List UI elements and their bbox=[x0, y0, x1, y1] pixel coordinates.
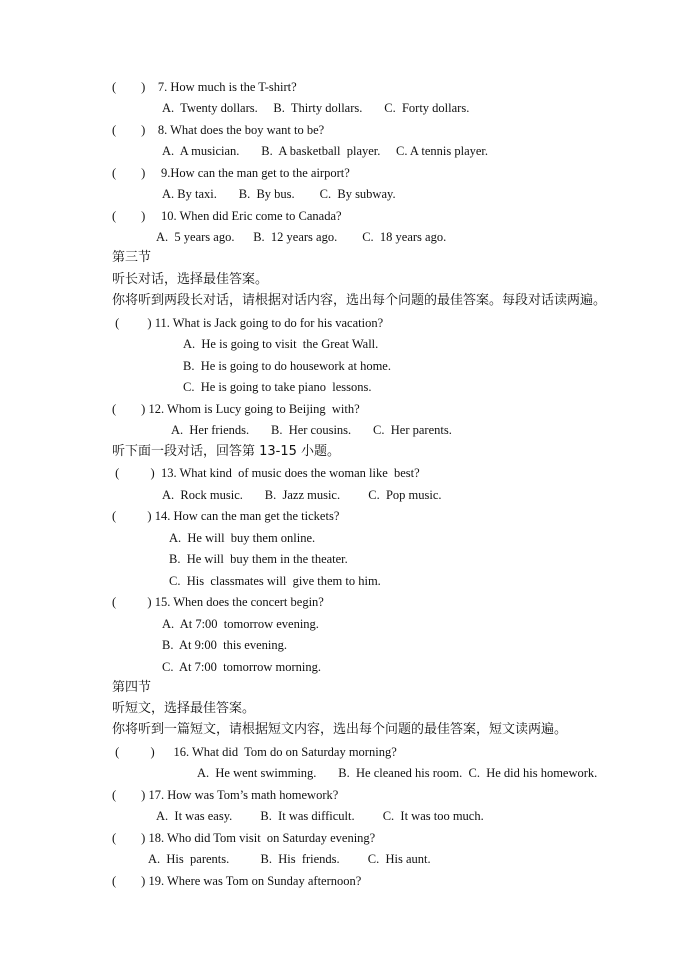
option-14-a: A. He will buy them online. bbox=[169, 531, 316, 545]
question-14: ( ) 14. How can the man get the tickets? bbox=[112, 509, 340, 523]
option-11-a: A. He is going to visit the Great Wall. bbox=[183, 337, 379, 351]
section-4-heading: 第四节 bbox=[112, 680, 152, 695]
section-4-instruction: 你将听到一篇短文，请根据短文内容，选出每个问题的最佳答案，短文读两遍。 bbox=[112, 722, 568, 737]
options-9: A. By taxi. B. By bus. C. By subway. bbox=[162, 187, 396, 201]
dialogue-instruction: 听下面一段对话，回答第 13-15 小题。 bbox=[112, 444, 341, 459]
option-15-c: C. At 7:00 tomorrow morning. bbox=[162, 660, 322, 674]
option-11-c: C. He is going to take piano lessons. bbox=[183, 380, 372, 394]
options-18: A. His parents. B. His friends. C. His aunt. bbox=[148, 852, 431, 866]
option-14-b: B. He will buy them in the theater. bbox=[169, 552, 348, 566]
options-16: A. He went swimming. B. He cleaned his room. C. He did his homework. bbox=[197, 766, 598, 780]
option-14-c: C. His classmates will give them to him. bbox=[169, 574, 381, 588]
options-8: A. A musician. B. A basketball player. C. A tennis player. bbox=[162, 144, 489, 158]
option-11-b: B. He is going to do housework at home. bbox=[183, 359, 391, 373]
section-3-title: 听长对话，选择最佳答案。 bbox=[112, 272, 269, 287]
options-10: A. 5 years ago. B. 12 years ago. C. 18 years ago. bbox=[156, 230, 447, 244]
question-10: ( ) 10. When did Eric come to Canada? bbox=[112, 209, 342, 223]
question-8: ( ) 8. What does the boy want to be? bbox=[112, 123, 325, 137]
section-3-instruction: 你将听到两段长对话，请根据对话内容，选出每个问题的最佳答案。每段对话读两遍。 bbox=[112, 293, 607, 308]
option-15-a: A. At 7:00 tomorrow evening. bbox=[162, 617, 319, 631]
question-13: ( ) 13. What kind of music does the woman like best? bbox=[112, 466, 420, 480]
question-18: ( ) 18. Who did Tom visit on Saturday evening? bbox=[112, 831, 376, 845]
question-19: ( ) 19. Where was Tom on Sunday afternoon? bbox=[112, 874, 362, 888]
section-3-heading: 第三节 bbox=[112, 250, 152, 265]
options-13: A. Rock music. B. Jazz music. C. Pop music. bbox=[162, 488, 442, 502]
section-4-title: 听短文，选择最佳答案。 bbox=[112, 701, 256, 716]
option-15-b: B. At 9:00 this evening. bbox=[162, 638, 287, 652]
question-7: ( ) 7. How much is the T-shirt? bbox=[112, 80, 297, 94]
question-9: ( ) 9.How can the man get to the airport? bbox=[112, 166, 350, 180]
options-7: A. Twenty dollars. B. Thirty dollars. C. Forty dollars. bbox=[162, 101, 470, 115]
question-12: ( ) 12. Whom is Lucy going to Beijing with? bbox=[112, 402, 360, 416]
options-17: A. It was easy. B. It was difficult. C. It was too much. bbox=[156, 809, 484, 823]
options-12: A. Her friends. B. Her cousins. C. Her parents. bbox=[171, 423, 452, 437]
question-15: ( ) 15. When does the concert begin? bbox=[112, 595, 324, 609]
question-11: ( ) 11. What is Jack going to do for his vacation? bbox=[112, 316, 384, 330]
question-16: ( ) 16. What did Tom do on Saturday morning? bbox=[112, 745, 397, 759]
question-17: ( ) 17. How was Tom’s math homework? bbox=[112, 788, 339, 802]
